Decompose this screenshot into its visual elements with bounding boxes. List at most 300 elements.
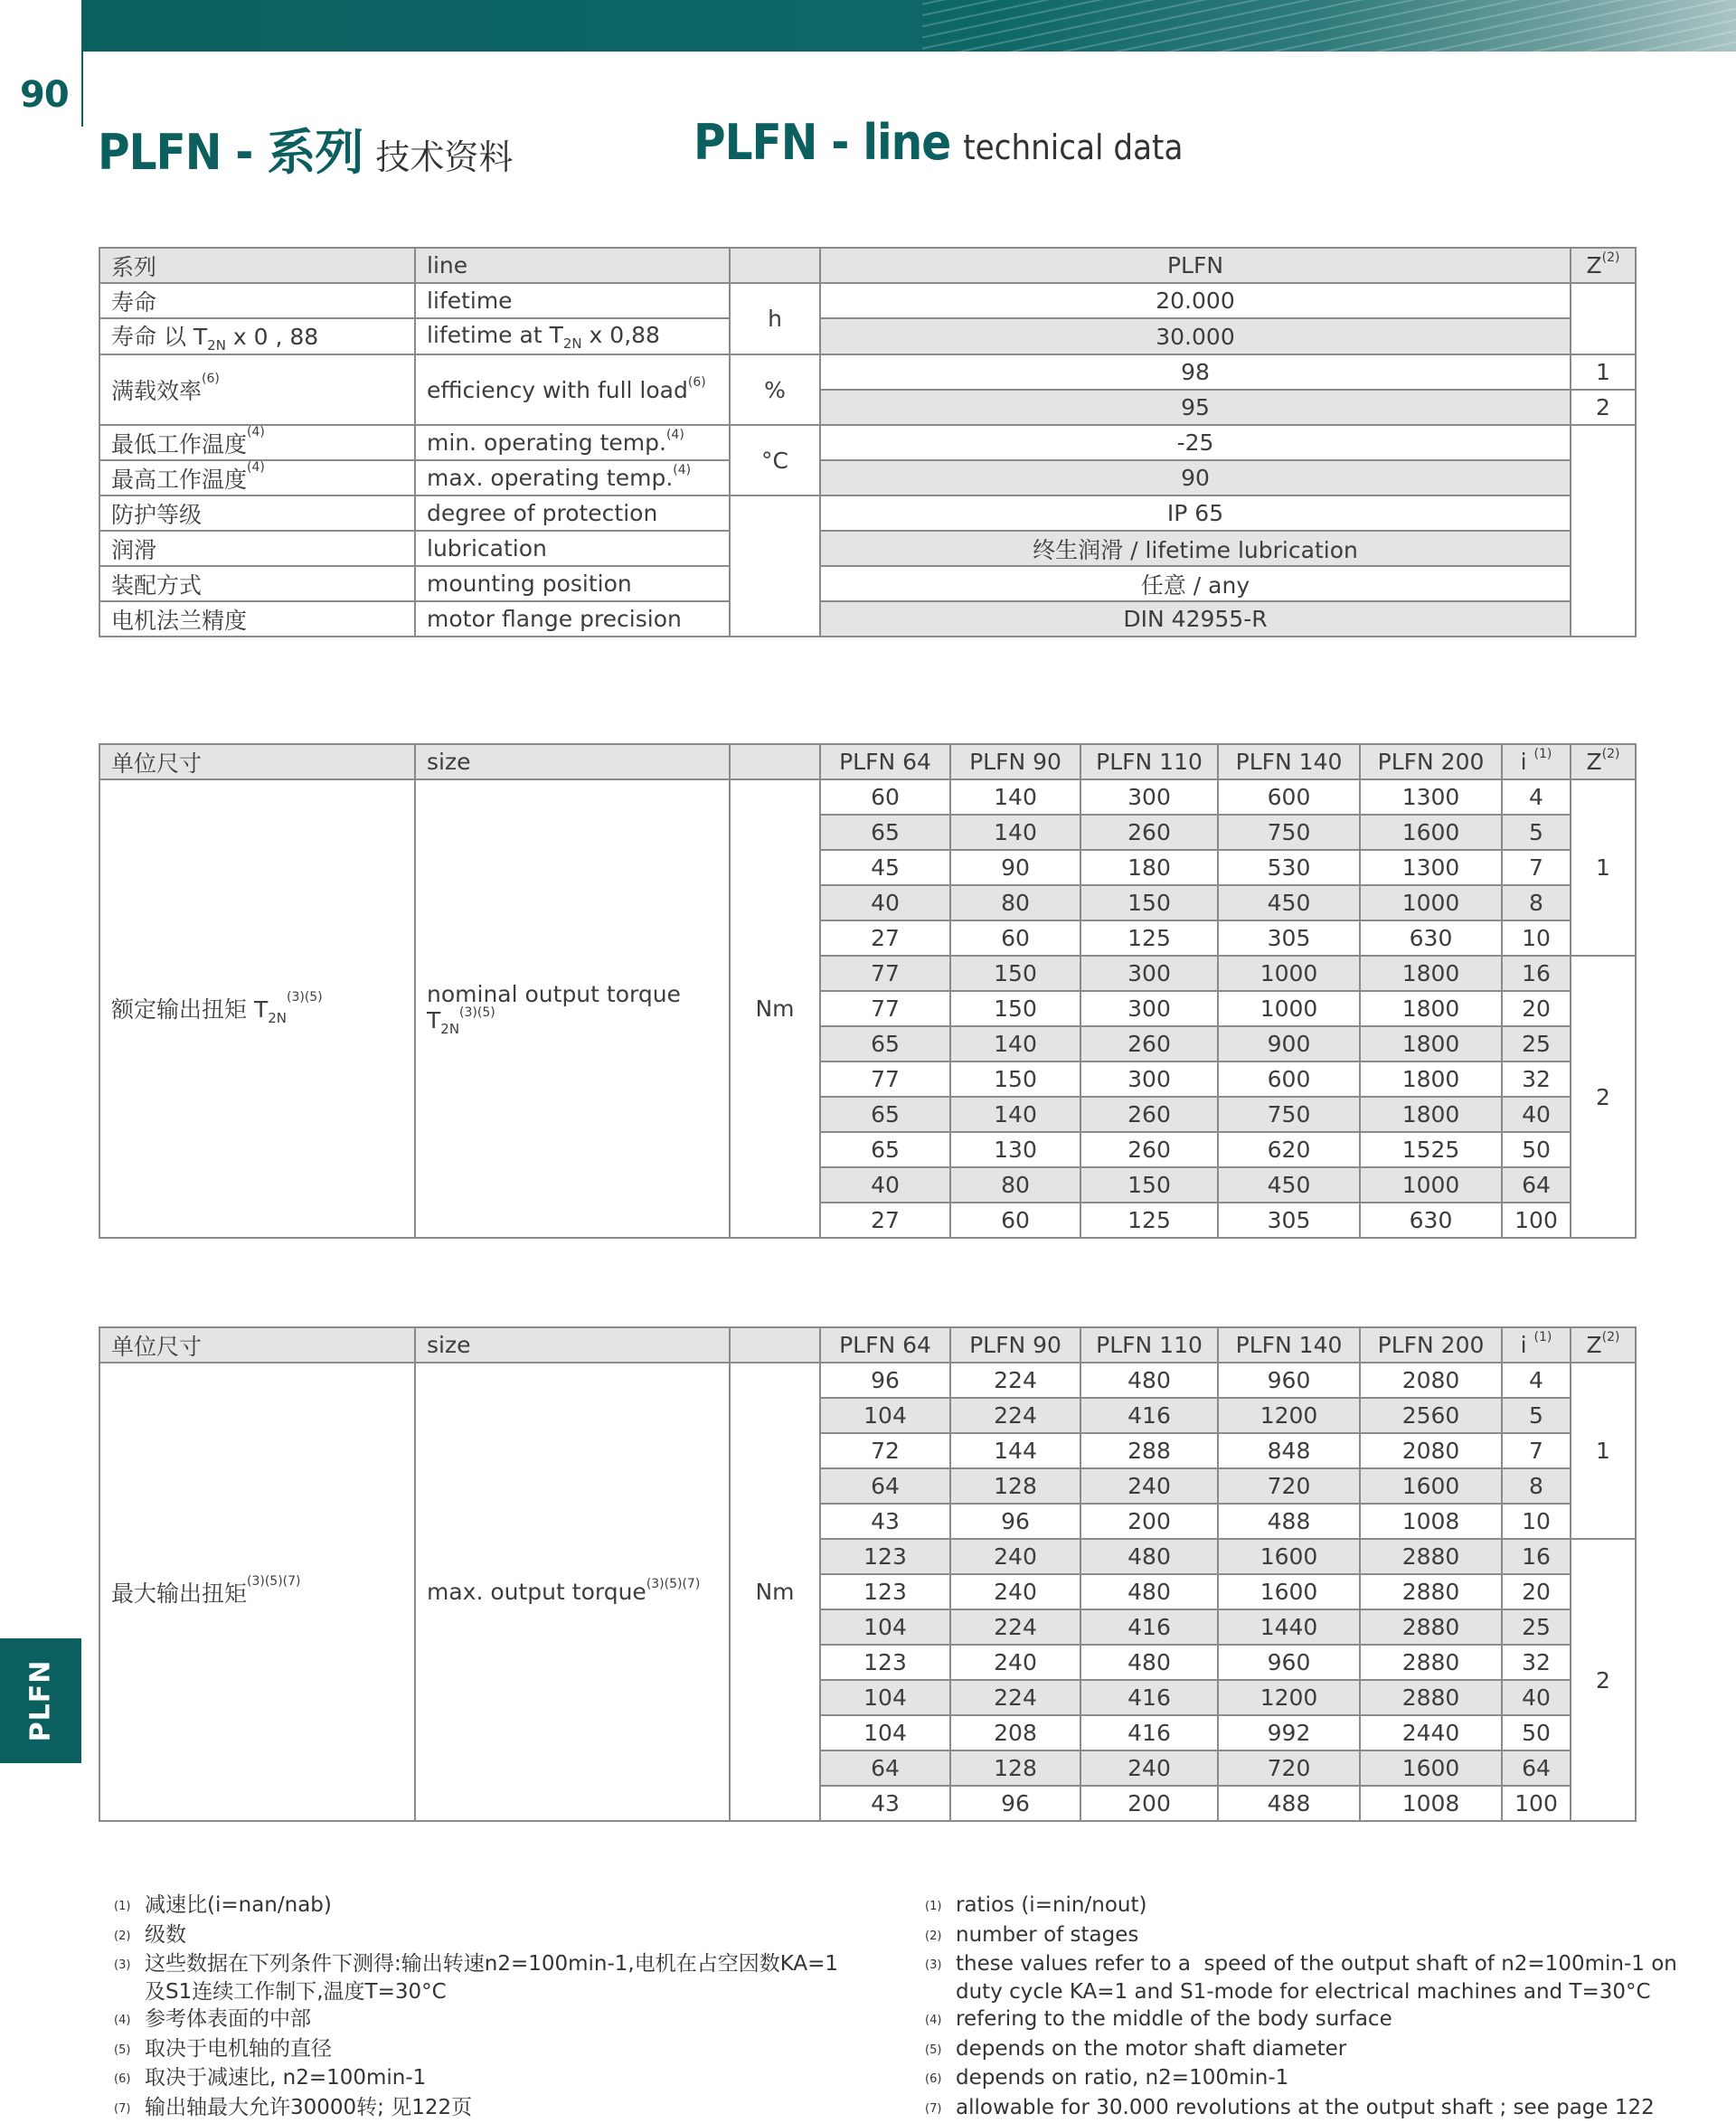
cell-stages: 2 [1571, 956, 1636, 1238]
title-en-sub: technical data [963, 127, 1184, 167]
cell-torque: 43 [820, 1504, 950, 1539]
cell-torque: 992 [1218, 1715, 1360, 1750]
cell-torque: 960 [1218, 1363, 1360, 1398]
cell-ratio: 32 [1502, 1645, 1571, 1680]
cell-torque: 305 [1218, 920, 1360, 956]
cell-value: 98 [820, 354, 1571, 390]
footnote-text: allowable for 30.000 revolutions at the output shaft ; see page 122 [956, 2095, 1655, 2119]
cell-value: DIN 42955-R [820, 601, 1571, 637]
cell-torque: 2880 [1360, 1680, 1502, 1715]
cell-torque: 240 [1080, 1468, 1218, 1504]
header-unit [730, 744, 820, 779]
cell-torque: 260 [1080, 1132, 1218, 1167]
header-z: $Z^{(2)}$ [1571, 1327, 1636, 1363]
footnote-text: 取决于减速比, n2=100min-1 [145, 2066, 427, 2090]
cell-ratio: 7 [1502, 850, 1571, 885]
cell-torque: 104 [820, 1609, 950, 1645]
cell-ratio: 64 [1502, 1167, 1571, 1203]
cell-torque: 144 [950, 1433, 1080, 1468]
cell-torque: 104 [820, 1398, 950, 1433]
cell-torque: 960 [1218, 1645, 1360, 1680]
cell-torque: 416 [1080, 1715, 1218, 1750]
row-protection [99, 495, 1636, 531]
cell-torque: 1300 [1360, 850, 1502, 885]
cell-ratio: 20 [1502, 1574, 1571, 1609]
title-cn-main: PLFN - 系列 [98, 124, 363, 181]
title-cn-sub: 技术资料 [375, 137, 514, 177]
page-number-rule [81, 52, 83, 127]
cell-torque: 64 [820, 1750, 950, 1786]
cell-torque: 480 [1080, 1645, 1218, 1680]
header-model: PLFN 200 [1360, 744, 1502, 779]
footnotes-chinese [114, 1892, 892, 2123]
side-tab-label: PLFN [24, 1659, 57, 1742]
footnote-text: these values refer to a speed of the output shaft of n2=100min-1 on duty cycle KA=1 and S1-mode for electrical machines and T=30°C [956, 1952, 1677, 2004]
row-min-temp [99, 425, 1636, 460]
header-series: PLFN [820, 248, 1571, 283]
cell-torque: 1800 [1360, 991, 1502, 1026]
footnote-number: (5) [925, 2043, 942, 2057]
cell-torque: 40 [820, 885, 950, 920]
footnote [925, 2094, 1721, 2123]
cell-torque: 60 [950, 1203, 1080, 1238]
cell-cn: 装配方式 [99, 566, 415, 601]
footnote-text: 参考体表面的中部 [145, 2007, 311, 2031]
cell-torque: 125 [1080, 1203, 1218, 1238]
cell-ratio: 100 [1502, 1786, 1571, 1821]
spec-table-general [99, 247, 1637, 637]
cell-ratio: 8 [1502, 1468, 1571, 1504]
cell-torque: 60 [820, 779, 950, 815]
cell-z [1571, 425, 1636, 637]
cell-torque: 2880 [1360, 1539, 1502, 1574]
cell-stages: 1 [1571, 1363, 1636, 1539]
header-i: i $^{(1)}$ [1502, 744, 1571, 779]
cell-torque: 488 [1218, 1504, 1360, 1539]
cell-en: lubrication [415, 531, 730, 566]
cell-torque: 480 [1080, 1574, 1218, 1609]
cell-ratio: 5 [1502, 1398, 1571, 1433]
cell-torque: 1008 [1360, 1504, 1502, 1539]
header-unit [730, 248, 820, 283]
cell-torque: 1600 [1360, 1468, 1502, 1504]
cell-torque: 96 [950, 1786, 1080, 1821]
cell-torque: 77 [820, 991, 950, 1026]
cell-torque: 150 [1080, 885, 1218, 920]
cell-torque: 1800 [1360, 956, 1502, 991]
header-cn: 单位尺寸 [99, 744, 415, 779]
header-model: PLFN 200 [1360, 1327, 1502, 1363]
cell-torque: 600 [1218, 779, 1360, 815]
cell-torque: 240 [1080, 1750, 1218, 1786]
footnote [114, 2064, 892, 2094]
cell-ratio: 5 [1502, 815, 1571, 850]
cell-unit: h [730, 283, 820, 354]
table-row [99, 779, 1636, 815]
cell-z: 2 [1571, 390, 1636, 425]
cell-torque: 900 [1218, 1026, 1360, 1062]
cell-torque: 104 [820, 1680, 950, 1715]
cell-unit: % [730, 354, 820, 425]
cell-ratio: 7 [1502, 1433, 1571, 1468]
cell-torque: 72 [820, 1433, 950, 1468]
cell-torque: 1600 [1218, 1539, 1360, 1574]
cell-torque: 27 [820, 1203, 950, 1238]
cell-torque: 123 [820, 1539, 950, 1574]
footnote-number: (4) [114, 2014, 131, 2027]
cell-value: -25 [820, 425, 1571, 460]
cell-torque: 1000 [1360, 1167, 1502, 1203]
cell-torque: 1300 [1360, 779, 1502, 815]
cell-ratio: 64 [1502, 1750, 1571, 1786]
header-model: PLFN 140 [1218, 744, 1360, 779]
row-lubrication [99, 531, 1636, 566]
footnote-number: (1) [114, 1900, 131, 1913]
cell-value: 终生润滑 / lifetime lubrication [820, 531, 1571, 566]
cell-cn: 寿命 以 $T_{2N}$ x 0 , 88 [99, 318, 415, 354]
cell-torque: 77 [820, 1062, 950, 1097]
banner-hatch [922, 0, 1736, 52]
footnote [925, 2064, 1721, 2094]
cell-torque: 416 [1080, 1398, 1218, 1433]
cell-torque: 620 [1218, 1132, 1360, 1167]
cell-torque: 140 [950, 815, 1080, 850]
cell-torque: 1800 [1360, 1097, 1502, 1132]
cell-torque: 480 [1080, 1539, 1218, 1574]
cell-ratio: 16 [1502, 1539, 1571, 1574]
footnote-text: 减速比(i=nan/nab) [145, 1893, 332, 1917]
footnote [114, 2094, 892, 2123]
torque-label-cn: 额定输出扭矩 $T_{2N}^{(3)(5)}$ [99, 779, 415, 1238]
cell-en: motor flange precision [415, 601, 730, 637]
spec-table-max-torque [99, 1326, 1637, 1822]
cell-torque: 150 [950, 956, 1080, 991]
cell-cn: 润滑 [99, 531, 415, 566]
cell-ratio: 100 [1502, 1203, 1571, 1238]
cell-torque: 104 [820, 1715, 950, 1750]
side-tab [0, 1638, 81, 1763]
cell-torque: 600 [1218, 1062, 1360, 1097]
header-model: PLFN 64 [820, 1327, 950, 1363]
cell-torque: 1008 [1360, 1786, 1502, 1821]
cell-torque: 240 [950, 1645, 1080, 1680]
torque-label-cn: 最大输出扭矩$^{(3)(5)(7)}$ [99, 1363, 415, 1821]
cell-torque: 750 [1218, 1097, 1360, 1132]
cell-torque: 150 [950, 991, 1080, 1026]
title-chinese [98, 114, 513, 184]
header-model: PLFN 110 [1080, 744, 1218, 779]
title-en-main: PLFN - line [693, 114, 951, 171]
cell-torque: 208 [950, 1715, 1080, 1750]
header-z: $Z^{(2)}$ [1571, 248, 1636, 283]
cell-torque: 40 [820, 1167, 950, 1203]
row-lifetime-088 [99, 318, 1636, 354]
title-english [693, 114, 1183, 171]
page-number: 90 [20, 74, 69, 116]
footnote [925, 2005, 1721, 2035]
cell-torque: 65 [820, 1026, 950, 1062]
torque-label-en: max. output torque$^{(3)(5)(7)}$ [415, 1363, 730, 1821]
cell-torque: 224 [950, 1680, 1080, 1715]
cell-torque: 60 [950, 920, 1080, 956]
cell-ratio: 25 [1502, 1026, 1571, 1062]
cell-torque: 1000 [1218, 991, 1360, 1026]
cell-unit: °C [730, 425, 820, 495]
footnote-text: 输出轴最大允许30000转; 见122页 [145, 2095, 473, 2119]
cell-torque: 224 [950, 1609, 1080, 1645]
footnote [114, 2035, 892, 2065]
cell-torque: 240 [950, 1574, 1080, 1609]
cell-ratio: 10 [1502, 1504, 1571, 1539]
cell-torque: 630 [1360, 1203, 1502, 1238]
cell-ratio: 20 [1502, 991, 1571, 1026]
cell-torque: 27 [820, 920, 950, 956]
torque-unit: Nm [730, 1363, 820, 1821]
cell-torque: 1000 [1218, 956, 1360, 991]
cell-torque: 80 [950, 1167, 1080, 1203]
cell-torque: 45 [820, 850, 950, 885]
torque-label-en: nominal output torque $T_{2N}^{(3)(5)}$ [415, 779, 730, 1238]
cell-torque: 416 [1080, 1609, 1218, 1645]
cell-ratio: 50 [1502, 1132, 1571, 1167]
cell-value: IP 65 [820, 495, 1571, 531]
cell-cn: 防护等级 [99, 495, 415, 531]
footnote [114, 2005, 892, 2035]
header-i: i $^{(1)}$ [1502, 1327, 1571, 1363]
cell-ratio: 32 [1502, 1062, 1571, 1097]
cell-torque: 150 [1080, 1167, 1218, 1203]
cell-torque: 1440 [1218, 1609, 1360, 1645]
footnote-number: (4) [925, 2014, 942, 2027]
cell-torque: 150 [950, 1062, 1080, 1097]
row-mounting [99, 566, 1636, 601]
cell-torque: 848 [1218, 1433, 1360, 1468]
cell-torque: 240 [950, 1539, 1080, 1574]
cell-torque: 1200 [1218, 1680, 1360, 1715]
cell-torque: 2880 [1360, 1574, 1502, 1609]
cell-torque: 450 [1218, 1167, 1360, 1203]
cell-torque: 128 [950, 1750, 1080, 1786]
cell-ratio: 25 [1502, 1609, 1571, 1645]
footnote-number: (7) [114, 2101, 131, 2116]
cell-torque: 450 [1218, 885, 1360, 920]
cell-value: 任意 / any [820, 566, 1571, 601]
cell-en: mounting position [415, 566, 730, 601]
cell-value: 95 [820, 390, 1571, 425]
table-header-row [99, 248, 1636, 283]
footnote-text: 这些数据在下列条件下测得:输出转速n2=100min-1,电机在占空因数KA=1 及S1连续工作制下,温度T=30°C [145, 1952, 839, 2004]
footnote-text: 级数 [145, 1922, 186, 1947]
footnote-text: number of stages [956, 1922, 1139, 1947]
cell-torque: 65 [820, 1097, 950, 1132]
cell-en: degree of protection [415, 495, 730, 531]
cell-torque: 140 [950, 1026, 1080, 1062]
cell-en: max. operating temp.$^{(4)}$ [415, 460, 730, 495]
footnotes-english [925, 1892, 1721, 2123]
cell-torque: 65 [820, 1132, 950, 1167]
cell-en: lifetime at $T_{2N}$ x 0,88 [415, 318, 730, 354]
cell-cn: 满载效率$^{(6)}$ [99, 354, 415, 425]
cell-torque: 65 [820, 815, 950, 850]
cell-unit [730, 495, 820, 637]
footnote-number: (3) [925, 1958, 942, 1972]
cell-value: 90 [820, 460, 1571, 495]
cell-torque: 200 [1080, 1504, 1218, 1539]
footnote [925, 1892, 1721, 1921]
footnote-number: (2) [925, 1929, 942, 1943]
cell-torque: 1800 [1360, 1062, 1502, 1097]
row-max-temp [99, 460, 1636, 495]
cell-value: 30.000 [820, 318, 1571, 354]
header-unit [730, 1327, 820, 1363]
cell-torque: 300 [1080, 956, 1218, 991]
cell-value: 20.000 [820, 283, 1571, 318]
cell-torque: 224 [950, 1363, 1080, 1398]
row-lifetime [99, 283, 1636, 318]
header-cn: 单位尺寸 [99, 1327, 415, 1363]
cell-torque: 128 [950, 1468, 1080, 1504]
row-flange [99, 601, 1636, 637]
cell-torque: 1200 [1218, 1398, 1360, 1433]
cell-stages: 1 [1571, 779, 1636, 956]
footnote-number: (7) [925, 2101, 942, 2116]
cell-torque: 1600 [1360, 815, 1502, 850]
cell-torque: 260 [1080, 1026, 1218, 1062]
header-model: PLFN 64 [820, 744, 950, 779]
cell-torque: 1600 [1360, 1750, 1502, 1786]
footnote-text: refering to the middle of the body surface [956, 2007, 1392, 2031]
cell-torque: 125 [1080, 920, 1218, 956]
cell-torque: 488 [1218, 1786, 1360, 1821]
table-row [99, 1363, 1636, 1398]
cell-torque: 720 [1218, 1468, 1360, 1504]
footnote [925, 1950, 1721, 2005]
cell-torque: 200 [1080, 1786, 1218, 1821]
header-cn: 系列 [99, 248, 415, 283]
cell-torque: 2440 [1360, 1715, 1502, 1750]
cell-cn: 电机法兰精度 [99, 601, 415, 637]
cell-torque: 130 [950, 1132, 1080, 1167]
cell-torque: 300 [1080, 991, 1218, 1026]
footnote [114, 1921, 892, 1951]
cell-torque: 2880 [1360, 1609, 1502, 1645]
cell-torque: 64 [820, 1468, 950, 1504]
footnote-text: depends on the motor shaft diameter [956, 2036, 1347, 2061]
header-en: size [415, 744, 730, 779]
cell-ratio: 4 [1502, 779, 1571, 815]
cell-torque: 77 [820, 956, 950, 991]
cell-ratio: 40 [1502, 1097, 1571, 1132]
cell-torque: 2080 [1360, 1433, 1502, 1468]
cell-torque: 2880 [1360, 1645, 1502, 1680]
cell-torque: 140 [950, 1097, 1080, 1132]
footnote-text: 取决于电机轴的直径 [145, 2036, 332, 2061]
cell-z [1571, 283, 1636, 354]
top-banner [81, 0, 1736, 52]
header-z: $Z^{(2)}$ [1571, 744, 1636, 779]
cell-torque: 1525 [1360, 1132, 1502, 1167]
cell-ratio: 8 [1502, 885, 1571, 920]
footnote-number: (2) [114, 1929, 131, 1943]
cell-torque: 123 [820, 1574, 950, 1609]
cell-cn: 最低工作温度$^{(4)}$ [99, 425, 415, 460]
cell-torque: 224 [950, 1398, 1080, 1433]
footnote-number: (6) [925, 2072, 942, 2086]
header-model: PLFN 140 [1218, 1327, 1360, 1363]
footnote-number: (1) [925, 1900, 942, 1913]
cell-torque: 180 [1080, 850, 1218, 885]
header-en: line [415, 248, 730, 283]
torque-unit: Nm [730, 779, 820, 1238]
cell-torque: 96 [950, 1504, 1080, 1539]
cell-ratio: 40 [1502, 1680, 1571, 1715]
cell-ratio: 10 [1502, 920, 1571, 956]
cell-torque: 80 [950, 885, 1080, 920]
cell-ratio: 16 [1502, 956, 1571, 991]
cell-stages: 2 [1571, 1539, 1636, 1821]
cell-en: lifetime [415, 283, 730, 318]
footnote [925, 2035, 1721, 2065]
table-header-row [99, 744, 1636, 779]
footnote-text: depends on ratio, n2=100min-1 [956, 2066, 1289, 2090]
cell-torque: 530 [1218, 850, 1360, 885]
cell-cn: 寿命 [99, 283, 415, 318]
cell-torque: 96 [820, 1363, 950, 1398]
cell-torque: 90 [950, 850, 1080, 885]
footnote-number: (6) [114, 2072, 131, 2086]
header-en: size [415, 1327, 730, 1363]
cell-z: 1 [1571, 354, 1636, 390]
cell-en: min. operating temp.$^{(4)}$ [415, 425, 730, 460]
row-efficiency-1 [99, 354, 1636, 390]
spec-table-nominal-torque [99, 743, 1637, 1239]
footnote [925, 1921, 1721, 1951]
footnote [114, 1892, 892, 1921]
cell-torque: 260 [1080, 1097, 1218, 1132]
cell-torque: 1000 [1360, 885, 1502, 920]
footnote [114, 1950, 892, 2005]
cell-torque: 720 [1218, 1750, 1360, 1786]
cell-ratio: 4 [1502, 1363, 1571, 1398]
cell-torque: 43 [820, 1786, 950, 1821]
footnote-number: (3) [114, 1958, 131, 1972]
cell-torque: 2080 [1360, 1363, 1502, 1398]
cell-torque: 480 [1080, 1363, 1218, 1398]
footnote-text: ratios (i=nin/nout) [956, 1893, 1147, 1917]
cell-torque: 2560 [1360, 1398, 1502, 1433]
footnote-number: (5) [114, 2043, 131, 2057]
cell-torque: 1800 [1360, 1026, 1502, 1062]
cell-torque: 300 [1080, 779, 1218, 815]
header-model: PLFN 110 [1080, 1327, 1218, 1363]
cell-torque: 288 [1080, 1433, 1218, 1468]
table-header-row [99, 1327, 1636, 1363]
cell-torque: 260 [1080, 815, 1218, 850]
cell-en: efficiency with full load$^{(6)}$ [415, 354, 730, 425]
cell-torque: 300 [1080, 1062, 1218, 1097]
cell-torque: 750 [1218, 815, 1360, 850]
cell-torque: 305 [1218, 1203, 1360, 1238]
cell-torque: 123 [820, 1645, 950, 1680]
cell-torque: 416 [1080, 1680, 1218, 1715]
cell-cn: 最高工作温度$^{(4)}$ [99, 460, 415, 495]
cell-torque: 140 [950, 779, 1080, 815]
cell-torque: 630 [1360, 920, 1502, 956]
cell-torque: 1600 [1218, 1574, 1360, 1609]
cell-ratio: 50 [1502, 1715, 1571, 1750]
header-model: PLFN 90 [950, 1327, 1080, 1363]
header-model: PLFN 90 [950, 744, 1080, 779]
